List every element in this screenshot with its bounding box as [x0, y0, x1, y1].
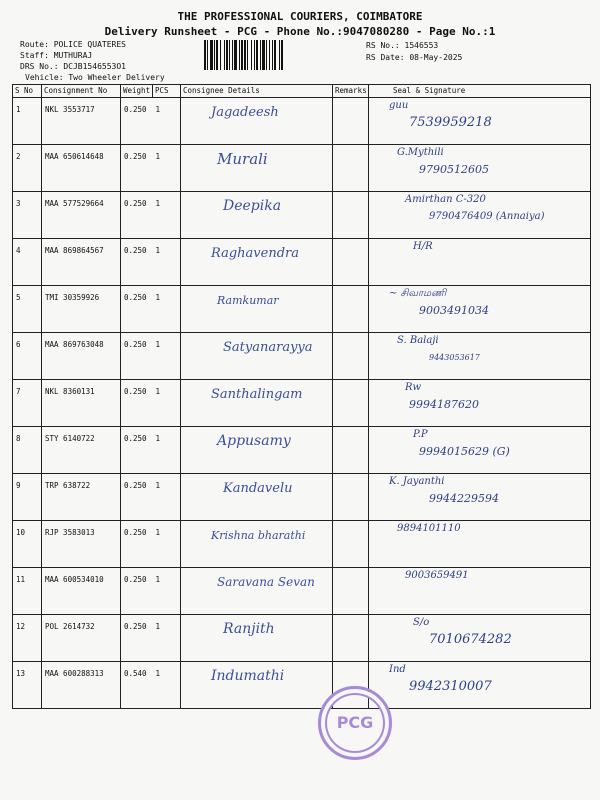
row-signature: [369, 615, 591, 662]
row-remarks: [333, 380, 369, 427]
consignee-handwritten-name: Ramkumar: [217, 294, 279, 307]
row-remarks: [333, 192, 369, 239]
row-consignment-no: MAA 600534010: [42, 568, 121, 615]
row-remarks: [333, 286, 369, 333]
col-consignment: Consignment No: [42, 85, 121, 98]
row-weight: 0.250: [121, 333, 153, 380]
row-consignee: [181, 615, 333, 662]
consignee-handwritten-name: Krishna bharathi: [211, 529, 306, 542]
row-weight: 0.250: [121, 380, 153, 427]
rs-number: RS No.: 1546553: [366, 41, 439, 50]
row-weight: 0.250: [121, 145, 153, 192]
row-consignment-no: TRP 638722: [42, 474, 121, 521]
row-consignment-no: MAA 869763048: [42, 333, 121, 380]
row-signature: [369, 380, 591, 427]
row-signature: [369, 568, 591, 615]
barcode: [204, 40, 356, 70]
row-consignment-no: TMI 30359926: [42, 286, 121, 333]
row-weight: 0.250: [121, 192, 153, 239]
company-name: THE PROFESSIONAL COURIERS, COIMBATORE: [177, 10, 423, 23]
row-remarks: [333, 239, 369, 286]
row-sno: 5: [13, 286, 42, 333]
runsheet-title: Delivery Runsheet - PCG - Phone No.:9047080280 - Page No.:1: [104, 25, 496, 38]
row-remarks: [333, 98, 369, 145]
signature-phone: 7010674282: [429, 632, 512, 647]
row-consignment-no: RJP 3583013: [42, 521, 121, 568]
row-signature: [369, 239, 591, 286]
row-remarks: [333, 427, 369, 474]
row-consignee: [181, 662, 333, 709]
signature-mark: guu: [389, 100, 409, 111]
table-row: [13, 98, 591, 145]
row-consignment-no: NKL 8360131: [42, 380, 121, 427]
table-row: [13, 333, 591, 380]
row-pcs: 1: [153, 286, 181, 333]
col-consignee: Consignee Details: [181, 85, 333, 98]
row-remarks: [333, 615, 369, 662]
table-row: [13, 474, 591, 521]
signature-phone: 7539959218: [409, 115, 492, 130]
table-row: [13, 615, 591, 662]
row-signature: [369, 521, 591, 568]
row-consignee: [181, 380, 333, 427]
row-weight: 0.250: [121, 286, 153, 333]
row-sno: 2: [13, 145, 42, 192]
row-signature: [369, 192, 591, 239]
signature-mark: S. Balaji: [397, 335, 439, 346]
table-row: [13, 662, 591, 709]
signature-phone: 9443053617: [429, 353, 480, 362]
row-sno: 10: [13, 521, 42, 568]
row-remarks: [333, 333, 369, 380]
row-consignee: [181, 98, 333, 145]
row-pcs: 1: [153, 615, 181, 662]
signature-phone: 9790476409 (Annaiya): [429, 211, 545, 222]
table-row: [13, 568, 591, 615]
row-consignment-no: MAA 600288313: [42, 662, 121, 709]
signature-mark: G.Mythili: [397, 147, 444, 158]
signature-mark: K. Jayanthi: [389, 476, 445, 487]
row-pcs: 1: [153, 662, 181, 709]
row-sno: 4: [13, 239, 42, 286]
row-consignee: [181, 192, 333, 239]
row-sno: 12: [13, 615, 42, 662]
signature-mark: Ind: [389, 664, 406, 675]
row-sno: 7: [13, 380, 42, 427]
row-remarks: [333, 568, 369, 615]
consignee-handwritten-name: Murali: [217, 150, 268, 168]
signature-phone: 9944229594: [429, 492, 499, 505]
row-consignment-no: MAA 577529664: [42, 192, 121, 239]
consignee-handwritten-name: Appusamy: [217, 433, 291, 449]
row-consignment-no: MAA 869864567: [42, 239, 121, 286]
staff-label: Staff: MUTHURAJ: [20, 51, 93, 60]
col-remarks: Remarks: [333, 85, 369, 98]
row-signature: [369, 474, 591, 521]
row-sno: 8: [13, 427, 42, 474]
row-signature: [369, 427, 591, 474]
row-pcs: 1: [153, 521, 181, 568]
row-weight: 0.250: [121, 521, 153, 568]
row-consignee: [181, 239, 333, 286]
signature-phone: 9994187620: [409, 398, 479, 411]
row-remarks: [333, 474, 369, 521]
row-pcs: 1: [153, 333, 181, 380]
consignee-handwritten-name: Santhalingam: [211, 387, 303, 402]
consignee-handwritten-name: Jagadeesh: [211, 105, 279, 120]
row-sno: 13: [13, 662, 42, 709]
row-pcs: 1: [153, 192, 181, 239]
rs-date: RS Date: 08-May-2025: [366, 53, 463, 62]
row-consignee: [181, 568, 333, 615]
route-label: Route: POLICE QUATERES: [20, 40, 126, 49]
table-row: [13, 380, 591, 427]
row-weight: 0.250: [121, 568, 153, 615]
row-weight: 0.540: [121, 662, 153, 709]
row-pcs: 1: [153, 98, 181, 145]
stamp-text: PCG: [336, 713, 374, 732]
row-pcs: 1: [153, 145, 181, 192]
row-signature: [369, 98, 591, 145]
signature-mark: ~ சிவாமணி: [389, 288, 447, 299]
row-remarks: [333, 145, 369, 192]
row-sno: 11: [13, 568, 42, 615]
table-row: [13, 427, 591, 474]
signature-mark: 9894101110: [397, 523, 461, 534]
runsheet-table: [12, 84, 591, 709]
signature-phone: 9942310007: [409, 679, 492, 694]
row-pcs: 1: [153, 568, 181, 615]
consignee-handwritten-name: Kandavelu: [223, 481, 293, 496]
row-consignment-no: POL 2614732: [42, 615, 121, 662]
row-consignee: [181, 286, 333, 333]
signature-mark: H/R: [413, 241, 433, 252]
row-sno: 1: [13, 98, 42, 145]
row-consignment-no: NKL 3553717: [42, 98, 121, 145]
row-consignee: [181, 474, 333, 521]
consignee-handwritten-name: Satyanarayya: [223, 340, 313, 355]
signature-phone: 9790512605: [419, 163, 489, 176]
row-signature: [369, 662, 591, 709]
row-pcs: 1: [153, 380, 181, 427]
row-remarks: [333, 521, 369, 568]
table-row: [13, 521, 591, 568]
table-header-row: [13, 85, 591, 98]
row-consignee: [181, 333, 333, 380]
row-signature: [369, 333, 591, 380]
consignee-handwritten-name: Indumathi: [211, 668, 285, 684]
pcg-stamp: [318, 686, 392, 760]
table-row: [13, 145, 591, 192]
table-row: [13, 192, 591, 239]
signature-phone: 9994015629 (G): [419, 445, 510, 458]
consignee-handwritten-name: Deepika: [223, 198, 282, 214]
signature-mark: Rw: [405, 382, 422, 393]
table-row: [13, 286, 591, 333]
row-sno: 3: [13, 192, 42, 239]
signature-mark: S/o: [413, 617, 430, 628]
signature-phone: 9003491034: [419, 304, 489, 317]
row-signature: [369, 286, 591, 333]
row-consignment-no: STY 6140722: [42, 427, 121, 474]
row-pcs: 1: [153, 239, 181, 286]
signature-mark: 9003659491: [405, 570, 469, 581]
signature-mark: P.P: [413, 429, 428, 440]
row-consignee: [181, 521, 333, 568]
col-pcs: PCS: [153, 85, 181, 98]
col-sno: S No: [13, 85, 42, 98]
consignee-handwritten-name: Ranjith: [223, 621, 275, 637]
row-weight: 0.250: [121, 239, 153, 286]
signature-mark: Amirthan C-320: [405, 194, 486, 205]
drs-number: DRS No.: DCJB1546553O1: [20, 62, 126, 71]
row-pcs: 1: [153, 474, 181, 521]
row-signature: [369, 145, 591, 192]
consignee-handwritten-name: Saravana Sevan: [217, 575, 315, 589]
row-sno: 9: [13, 474, 42, 521]
row-weight: 0.250: [121, 427, 153, 474]
consignee-handwritten-name: Raghavendra: [211, 246, 299, 261]
row-consignee: [181, 145, 333, 192]
row-sno: 6: [13, 333, 42, 380]
row-pcs: 1: [153, 427, 181, 474]
row-weight: 0.250: [121, 474, 153, 521]
row-weight: 0.250: [121, 615, 153, 662]
row-consignment-no: MAA 650614648: [42, 145, 121, 192]
col-signature: Seal & Signature: [369, 85, 591, 98]
row-weight: 0.250: [121, 98, 153, 145]
row-consignee: [181, 427, 333, 474]
col-weight: Weight: [121, 85, 153, 98]
table-row: [13, 239, 591, 286]
vehicle-label: Vehicle: Two Wheeler Delivery: [25, 73, 165, 82]
